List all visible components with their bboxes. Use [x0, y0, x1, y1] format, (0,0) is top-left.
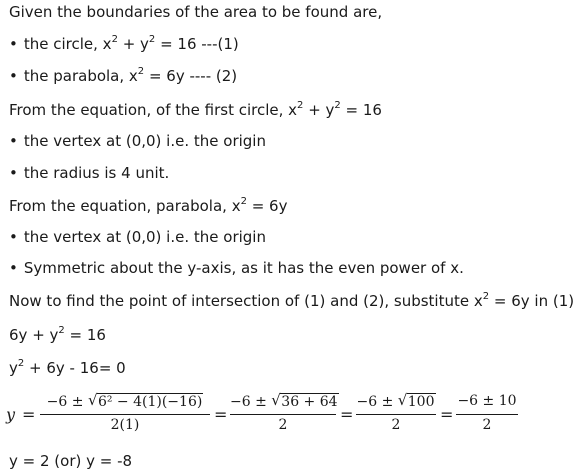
text-l10-c: = 6y in (1) — [489, 292, 574, 310]
bullet-dot: • — [9, 132, 18, 150]
text-l11-a: 6y + y — [9, 326, 59, 344]
fraction-4-numerator: −6 ± 10 — [457, 393, 517, 409]
bullet-dot: • — [9, 35, 18, 53]
fraction-3-denominator: 2 — [391, 417, 401, 433]
substitution-line — [9, 326, 106, 344]
sup: 2 — [148, 34, 156, 45]
text-parabola-a: the parabola, x — [23, 67, 138, 85]
bullet-symmetric — [9, 259, 464, 277]
solution-line — [9, 452, 132, 470]
bullet-vertex-1 — [9, 132, 266, 150]
sup: 2 — [334, 100, 341, 111]
radical-sign: √ — [271, 391, 281, 409]
text-solution: y = 2 (or) y = -8 — [9, 452, 133, 470]
quadratic-formula-equation — [6, 393, 536, 439]
num-prefix: −6 ± — [356, 394, 398, 410]
fraction-2-numerator — [230, 393, 336, 410]
bullet-circle — [9, 35, 239, 53]
text-l7-a: From the equation, parabola, x — [9, 197, 241, 215]
bullet-radius — [9, 164, 169, 182]
fraction-1-denominator: 2(1) — [110, 417, 140, 433]
text-symmetric: Symmetric about the y-axis, as it has the even power of x. — [23, 259, 464, 277]
fraction-bar — [456, 414, 518, 415]
intro-text — [9, 3, 382, 21]
text-l7-c: = 6y — [246, 197, 288, 215]
text-l4-a: From the equation, of the first circle, x — [9, 101, 298, 119]
sup: 2 — [111, 34, 118, 45]
fraction-bar — [40, 414, 210, 415]
circle-equation-line — [9, 101, 382, 119]
text-radius: the radius is 4 unit. — [23, 164, 170, 182]
radicand: 100 — [407, 394, 435, 410]
fraction-bar — [356, 414, 436, 415]
sup: 2 — [482, 291, 490, 302]
fraction-1-numerator — [40, 393, 210, 410]
bullet-dot: • — [9, 228, 18, 246]
bullet-dot: • — [9, 67, 18, 85]
radicand: 36 + 64 — [281, 394, 338, 410]
bullet-dot: • — [9, 164, 18, 182]
equation-lhs: y — [6, 405, 16, 424]
radical — [271, 393, 338, 410]
bullet-vertex-2 — [9, 228, 266, 246]
text-l4-c: + y — [303, 101, 335, 119]
text-vertex-1: the vertex at (0,0) i.e. the origin — [23, 132, 266, 150]
radical — [398, 393, 436, 410]
sup: 2 — [297, 100, 304, 111]
text-l12-c: + 6y - 16= 0 — [24, 359, 126, 377]
equals-sign: = — [340, 405, 354, 424]
bullet-parabola — [9, 67, 237, 85]
num-prefix: −6 ± — [46, 394, 88, 410]
text-l11-c: = 16 — [64, 326, 106, 344]
equals-sign: = — [22, 405, 36, 424]
fraction-4-denominator: 2 — [482, 417, 492, 433]
sup: 2 — [58, 325, 65, 336]
fraction-bar — [230, 414, 336, 415]
quadratic-line — [9, 359, 126, 377]
fraction-2-denominator: 2 — [278, 417, 288, 433]
intro-line: Given the boundaries of the area to be found are, — [9, 3, 383, 21]
text-vertex-2: the vertex at (0,0) i.e. the origin — [23, 228, 266, 246]
bullet-dot: • — [9, 259, 18, 277]
sup: 2 — [137, 66, 145, 77]
equals-sign: = — [214, 405, 228, 424]
text-l4-e: = 16 — [340, 101, 382, 119]
equals-sign: = — [440, 405, 454, 424]
radical — [88, 393, 203, 410]
sup: 2 — [240, 196, 247, 207]
sup: 2 — [17, 358, 25, 369]
intersection-line — [9, 292, 574, 310]
text-l12-a: y — [9, 359, 18, 377]
radical-sign: √ — [397, 391, 408, 409]
num-prefix: −6 ± — [230, 394, 272, 410]
parabola-equation-line — [9, 197, 287, 215]
fraction-3-numerator — [356, 393, 436, 410]
text-circle-c: + y — [117, 35, 149, 53]
text-parabola-c: = 6y ---- (2) — [144, 67, 238, 85]
text-l10-a: Now to find the point of intersection of (1) and (2), substitute x — [9, 292, 483, 310]
text-circle-a: the circle, x — [23, 35, 112, 53]
text-circle-e: = 16 ---(1) — [155, 35, 239, 53]
radicand: 6² − 4(1)(−16) — [97, 394, 203, 410]
radical-sign: √ — [87, 391, 98, 409]
